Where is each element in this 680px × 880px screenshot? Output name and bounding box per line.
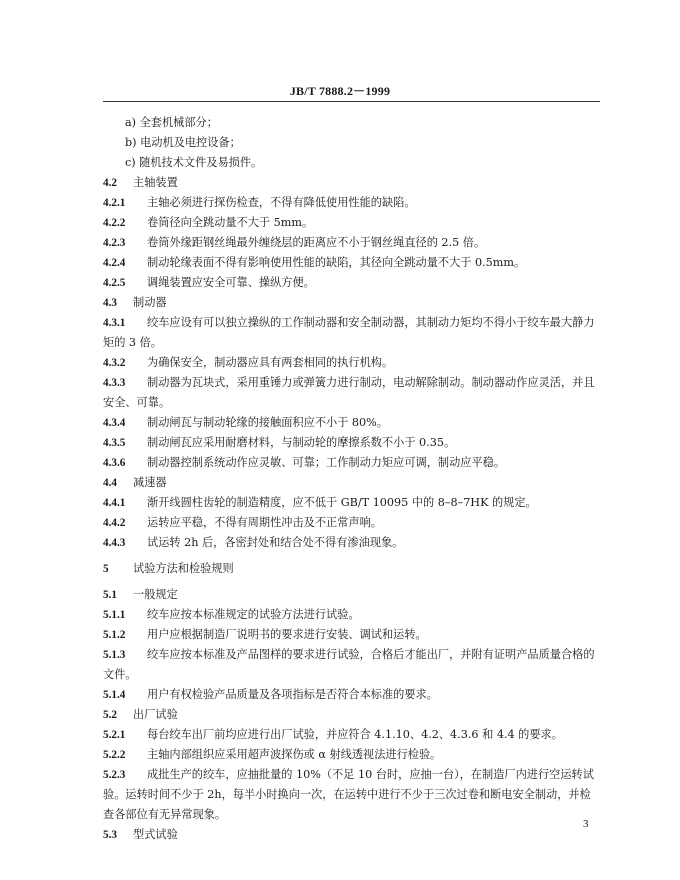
clause-number: 5.1.3 [103,649,126,661]
clause-number: 4.3.5 [103,437,126,449]
clause-number: 4.2.3 [103,237,126,249]
clause [103,433,600,453]
clause [103,373,600,413]
clause-text: 制动轮缘表面不得有影响使用性能的缺陷，其径向全跳动量不大于 0.5mm。 [147,256,526,269]
clause-text: 调绳装置应安全可靠、操纵方便。 [147,276,315,289]
clause-number: 4.2.1 [103,197,126,209]
clause-number: 4.2.5 [103,277,126,289]
clause-text: 用户有权检验产品质量及各项指标是否符合本标准的要求。 [147,688,438,701]
clause-text: 卷筒外缘距钢丝绳最外缠绕层的距离应不小于钢丝绳直径的 2.5 倍。 [147,236,486,249]
list-item [103,113,600,133]
clause-number: 5.1.2 [103,629,126,641]
clause-text: 卷筒径向全跳动量不大于 5mm。 [147,216,314,229]
clause-number: 5.1 [103,589,117,601]
clause-number: 4.3.4 [103,417,126,429]
clause-text: c) 随机技术文件及易损件。 [125,156,263,169]
clause-text: 每台绞车出厂前均应进行出厂试验，并应符合 4.1.10、4.2、4.3.6 和 4.4 的要求。 [147,728,563,741]
clause [103,765,600,825]
clause-number: 4.3.3 [103,377,126,389]
clause-text: 绞车应设有可以独立操纵的工作制动器和安全制动器，其制动力矩均不得小于绞车最大静力矩的 3 倍。 [103,316,595,349]
clause-text: 运转应平稳，不得有周期性冲击及不正常声响。 [147,516,382,529]
clause-number: 5.2 [103,709,117,721]
section-heading [103,825,600,845]
section-heading [103,473,600,493]
clause-text: 试运转 2h 后，各密封处和结合处不得有渗油现象。 [147,536,404,549]
clause [103,725,600,745]
clause [103,745,600,765]
clause-text: 为确保安全，制动器应具有两套相同的执行机构。 [147,356,394,369]
clause-text: 成批生产的绞车，应抽批量的 10%（不足 10 台时，应抽一台），在制造厂内进行空运转试验。运转时间不少于 2h，每半小时换向一次，在运转中进行不少于三次过卷和断电安全制动，并检查各部位有无异常现象。 [103,768,594,821]
clause-text: 减速器 [133,476,167,489]
clause-number: 5.3 [103,829,117,841]
clause-text: 用户应根据制造厂说明书的要求进行安装、调试和运转。 [147,628,427,641]
clause-text: 主轴必须进行探伤检查，不得有降低使用性能的缺陷。 [147,196,416,209]
list-item [103,133,600,153]
clause-text: 制动器 [133,296,167,309]
clause-text: 试验方法和检验规则 [133,562,234,575]
clause [103,233,600,253]
section-heading [103,585,600,605]
clause-text: 一般规定 [133,588,178,601]
document-body [103,113,600,845]
clause-number: 4.3.6 [103,457,126,469]
clause-number: 4.2.2 [103,217,126,229]
section-heading [103,293,600,313]
clause-text: 出厂试验 [133,708,178,721]
clause-text: 绞车应按本标准规定的试验方法进行试验。 [147,608,360,621]
clause-number: 5.1.4 [103,689,126,701]
clause [103,493,600,513]
clause-text: 主轴装置 [133,176,178,189]
clause-number: 4.4.1 [103,497,126,509]
clause-text: 型式试验 [133,828,178,841]
clause-text: 制动器控制系统动作应灵敏、可靠；工作制动力矩应可调，制动应平稳。 [147,456,506,469]
clause [103,645,600,685]
clause [103,193,600,213]
list-item [103,153,600,173]
clause [103,625,600,645]
clause [103,253,600,273]
section-heading [103,705,600,725]
clause [103,605,600,625]
clause-number: 5 [103,563,109,575]
page-header: JB/T 7888.2－1999 [289,84,391,98]
page-number: 3 [583,818,589,830]
clause-text: a) 全套机械部分； [125,116,218,129]
clause-number: 4.4.3 [103,537,126,549]
clause-text: 制动闸瓦与制动轮缘的接触面积应不小于 80%。 [147,416,388,429]
clause-number: 5.2.3 [103,769,126,781]
clause-text: b) 电动机及电控设备； [125,136,241,149]
section-heading [103,559,600,579]
clause-text: 主轴内部组织应采用超声波探伤或 α 射线透视法进行检验。 [147,748,442,761]
clause-text: 绞车应按本标准及产品图样的要求进行试验，合格后才能出厂，并附有证明产品质量合格的文件。 [103,648,595,681]
clause-number: 5.2.1 [103,729,126,741]
clause-number: 4.3.1 [103,317,126,329]
clause [103,533,600,553]
clause-number: 4.3.2 [103,357,126,369]
clause-text: 渐开线圆柱齿轮的制造精度，应不低于 GB/T 10095 中的 8–8–7HK 的规定。 [147,496,537,509]
clause [103,513,600,533]
clause [103,213,600,233]
clause-number: 4.4.2 [103,517,126,529]
clause [103,313,600,353]
clause [103,353,600,373]
clause-number: 5.2.2 [103,749,126,761]
clause [103,685,600,705]
clause-number: 4.4 [103,477,117,489]
clause-text: 制动器为瓦块式，采用重锤力或弹簧力进行制动，电动解除制动。制动器动作应灵活，并且安全、可靠。 [103,376,595,409]
section-heading [103,173,600,193]
clause [103,273,600,293]
clause-number: 5.1.1 [103,609,126,621]
clause [103,453,600,473]
clause [103,413,600,433]
clause-number: 4.3 [103,297,117,309]
clause-number: 4.2 [103,177,117,189]
header-rule [103,101,600,102]
clause-text: 制动闸瓦应采用耐磨材料，与制动轮的摩擦系数不小于 0.35。 [147,436,456,449]
clause-number: 4.2.4 [103,257,126,269]
